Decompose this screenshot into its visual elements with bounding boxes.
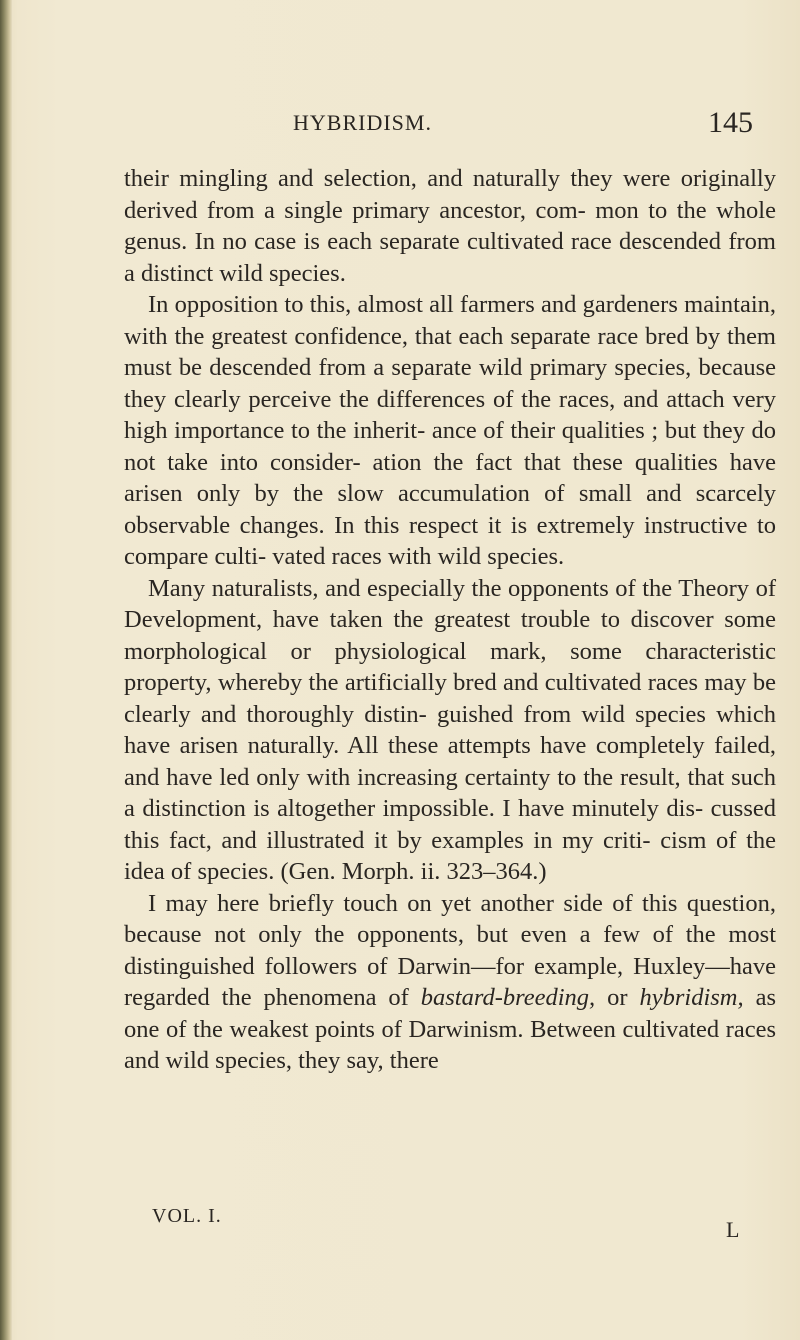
running-title: HYBRIDISM. bbox=[293, 110, 432, 135]
italic-term-hybridism: hybridism, bbox=[639, 984, 744, 1011]
book-spine-edge bbox=[0, 0, 12, 1340]
page-footer bbox=[0, 1205, 800, 1245]
page-number: 145 bbox=[708, 106, 753, 139]
paragraph-4-mid: or bbox=[595, 984, 640, 1011]
page-header bbox=[0, 100, 800, 140]
body-text bbox=[124, 163, 776, 1077]
paragraph-3: Many naturalists, and especially the opponents of the Theory of Development, have taken the greatest trouble to discover some morphological or physiological mark, some characteristic property, whereby the artificially bred and cultivated races may be clearly and thoroughly distin- guished from wild species which have arisen naturally. All these attempts have completely failed, and have led only with increasing certainty to the result, that such a distinction is altogether impossible. I have minutely dis- cussed this fact, and illustrated it by examples in my criti- cism of the idea of species. (Gen. Morph. ii. 323–364.) bbox=[124, 574, 776, 885]
volume-signature: VOL. I. bbox=[152, 1205, 222, 1227]
italic-term-bastard-breeding: bastard-breeding, bbox=[420, 984, 596, 1011]
paragraph-4-lead: I may here briefly touch on yet another side of this question, because not only the opponents, but even a few of the most distinguished followers of Darwin—for example, Huxley—have regarded the phenomena of bbox=[124, 889, 776, 1011]
paragraph-1: their mingling and selection, and naturally they were originally derived from a single primary ancestor, com- mon to the whole genus. In no case is each separate cultivated race descended from a distinct wild species. bbox=[124, 165, 776, 287]
paragraph-4-tail: as one of the weakest points of Darwinism. Between cultivated races and wild species, they say, there bbox=[124, 984, 776, 1074]
paragraph-2: In opposition to this, almost all farmers and gardeners maintain, with the greatest confidence, that each separate race bred by them must be descended from a separate wild primary species, because they clearly perceive the differences of the races, and attach very high importance to the inherit- ance of their qualities ; but they do not take into consider- ation the fact that these qualities have arisen only by the slow accumulation of small and scarcely observable changes. In this respect it is extremely instructive to compare culti- vated races with wild species. bbox=[124, 291, 776, 570]
signature-mark: L bbox=[726, 1217, 740, 1242]
paragraph-4 bbox=[124, 888, 776, 1077]
